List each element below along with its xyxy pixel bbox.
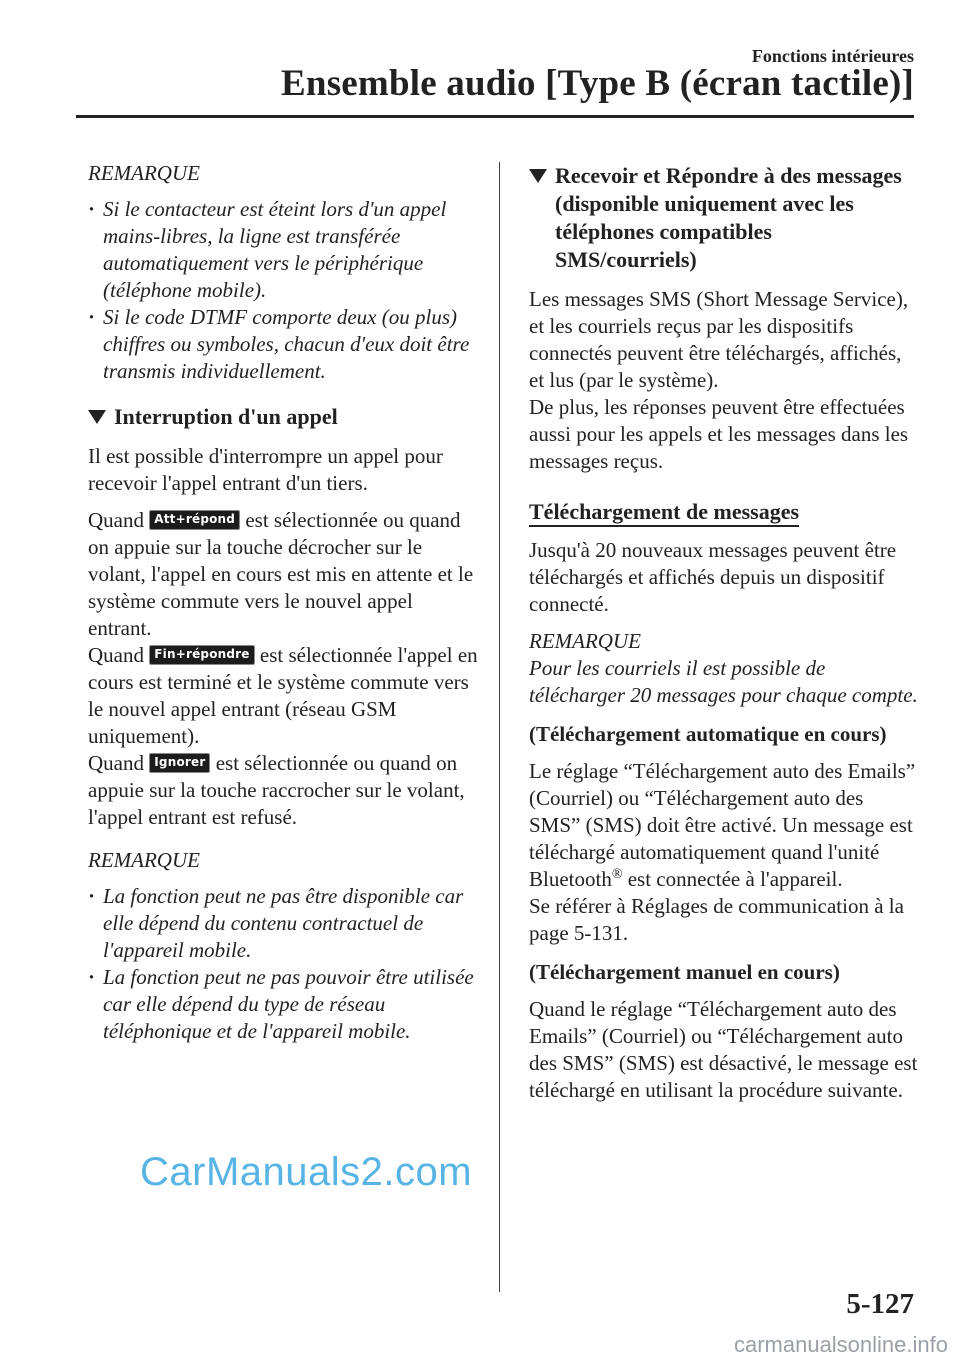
subheading-download: Téléchargement de messages bbox=[529, 499, 799, 527]
note-item: · Si le code DTMF comporte deux (ou plus) chiffres ou symboles, chacun d'eux doit être transmis individuellement. bbox=[88, 304, 478, 385]
watermark-carmanuals2: CarManuals2.com bbox=[140, 1150, 473, 1194]
section-heading-interruption: Interruption d'un appel bbox=[88, 403, 478, 431]
paragraph: Les messages SMS (Short Message Service), et les courriels reçus par les dispositifs connectés peuvent être téléchargés, affichés, et lus (par le système). bbox=[529, 287, 909, 392]
note-item: · La fonction peut ne pas pouvoir être utilisée car elle dépend du type de réseau téléphonique et de l'appareil mobile. bbox=[88, 964, 478, 1045]
paragraph: Jusqu'à 20 nouveaux messages peuvent être téléchargés et affichés depuis un dispositif connecté. bbox=[529, 538, 897, 616]
left-column bbox=[88, 160, 478, 1045]
note-item: · La fonction peut ne pas être disponible car elle dépend du contenu contractuel de l'appareil mobile. bbox=[88, 883, 478, 964]
note-item: · Si le contacteur est éteint lors d'un appel mains-libres, la ligne est transférée automatiquement vers le périphérique (téléphone mobile). bbox=[88, 196, 478, 304]
note-label: REMARQUE bbox=[529, 629, 641, 653]
watermark-carmanualsonline: carmanualsonline.info bbox=[733, 1332, 948, 1357]
paragraph: Quand Att+répond est sélectionnée ou quand on appuie sur la touche décrocher sur le volant, l'appel en cours est mis en attente et le système commute vers le nouvel appel entrant. bbox=[88, 508, 474, 640]
page-number: 5-127 bbox=[846, 1288, 914, 1320]
paragraph: Se référer à Réglages de communication à la page 5-131. bbox=[529, 894, 904, 945]
triangle-down-icon bbox=[529, 169, 547, 183]
column-divider bbox=[499, 162, 500, 1292]
paragraph: De plus, les réponses peuvent être effectuées aussi pour les appels et les messages dans les messages reçus. bbox=[529, 395, 909, 473]
auto-download-heading: (Téléchargement automatique en cours) bbox=[529, 722, 887, 746]
note-label: REMARQUE bbox=[88, 848, 200, 872]
registered-mark: ® bbox=[611, 867, 623, 882]
paragraph: Il est possible d'interrompre un appel pour recevoir l'appel entrant d'un tiers. bbox=[88, 444, 443, 495]
right-column bbox=[529, 160, 919, 1114]
section-title: Fonctions intérieures bbox=[751, 46, 914, 66]
att-repond-button-image: Att+répond bbox=[149, 510, 240, 530]
paragraph: Quand Ignorer est sélectionnée ou quand on appuie sur la touche raccrocher sur le volant, l'appel entrant est refusé. bbox=[88, 751, 465, 829]
paragraph: Quand Fin+répondre est sélectionnée l'appel en cours est terminé et le système commute vers le nouvel appel entrant (réseau GSM uniquement). bbox=[88, 643, 478, 748]
section-heading-receive: Recevoir et Répondre à des messages (disponible uniquement avec les téléphones compatibles SMS/courriels) bbox=[529, 162, 919, 274]
note-text: Pour les courriels il est possible de télécharger 20 messages pour chaque compte. bbox=[529, 656, 918, 707]
note-label: REMARQUE bbox=[88, 161, 200, 185]
paragraph: Le réglage “Téléchargement auto des Emails” (Courriel) ou “Téléchargement auto des SMS” (SMS) doit être activé. Un message est téléchargé automatiquement quand l'unité Bluetooth® est connectée à l'appareil. bbox=[529, 759, 916, 891]
manual-download-heading: (Téléchargement manuel en cours) bbox=[529, 960, 840, 984]
header-rule bbox=[76, 115, 914, 118]
note-list bbox=[88, 883, 478, 1045]
page-title: Ensemble audio [Type B (écran tactile)] bbox=[281, 63, 914, 104]
fin-repondre-button-image: Fin+répondre bbox=[149, 645, 254, 665]
note-list bbox=[88, 196, 478, 385]
triangle-down-icon bbox=[88, 410, 106, 424]
ignorer-button-image: Ignorer bbox=[149, 753, 210, 773]
paragraph: Quand le réglage “Téléchargement auto des Emails” (Courriel) ou “Téléchargement auto des SMS” (SMS) est désactivé, le message est téléchargé en utilisant la procédure suivante. bbox=[529, 997, 918, 1102]
